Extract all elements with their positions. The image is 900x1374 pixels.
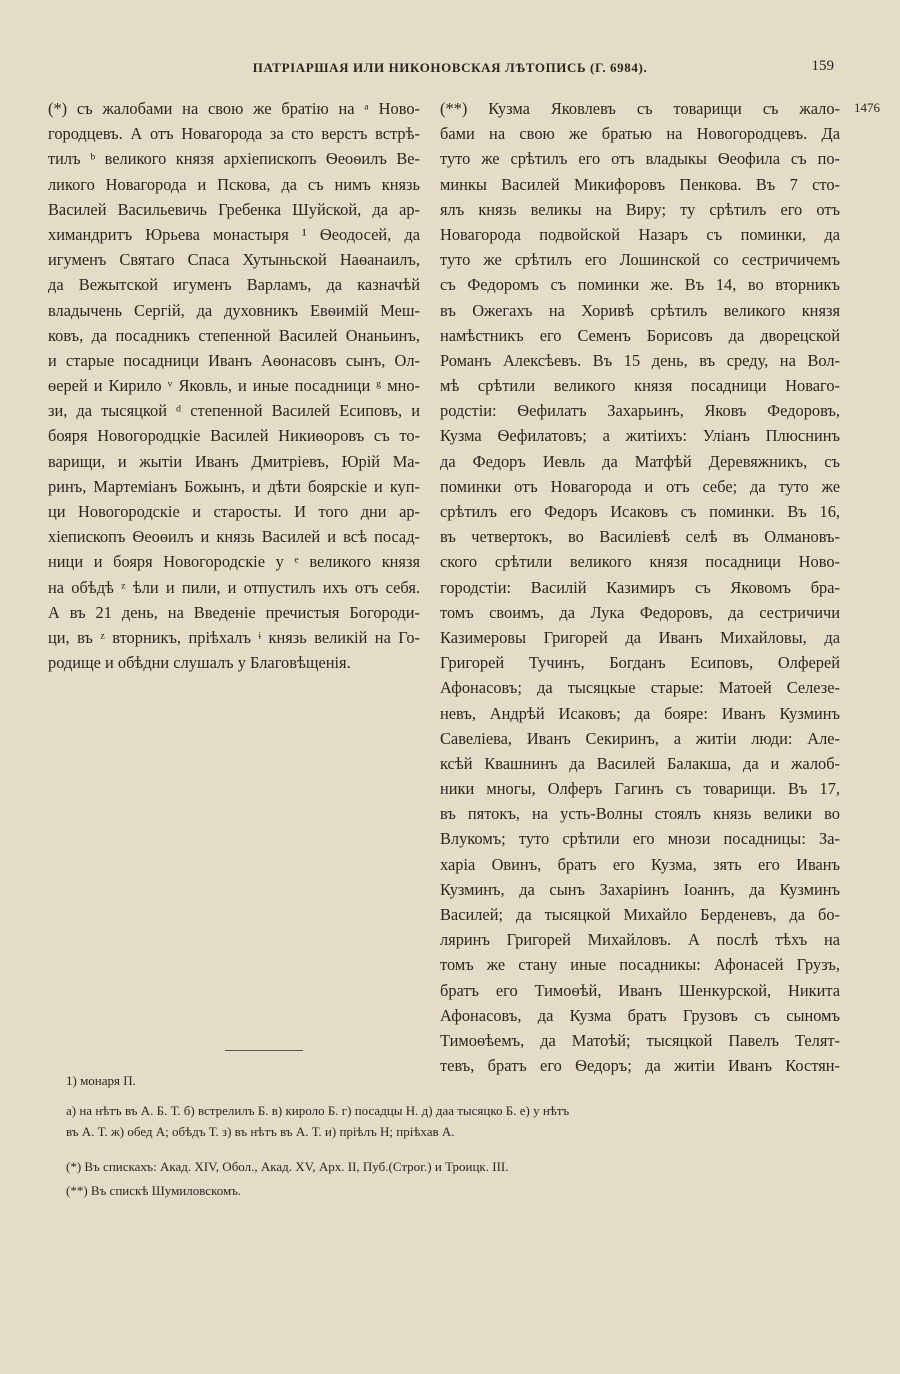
footnote-sources-double-star	[66, 1180, 856, 1201]
text-line: на обѣдѣ ᶻ ѣли и пили, и отпустилъ ихъ отъ себя.	[48, 577, 420, 597]
footnote-line: а) на нѣтъ въ А. Б. Т. б) встрелилъ Б. в) кироло Б. г) посадцы Н. д) даа тысяцко Б. е) у нѣтъ	[66, 1103, 570, 1118]
text-line: Новагорода подвойской Назаръ съ поминки, да	[440, 224, 840, 244]
text-line: да Федоръ Иевль да Матфѣй Деревяжникъ, съ	[440, 451, 840, 471]
text-line: хіепископъ Ѳеоѳилъ и князь Василей и всѣ посад-	[48, 527, 420, 547]
text-line: минкы Василей Микифоровъ Пенкова. Въ 7 сто-	[440, 174, 840, 194]
text-line: ринъ, Мартеміанъ Божынъ, и дѣти боярскіе и куп-	[48, 476, 420, 496]
text-line: въ четвертокъ, во Василіевѣ селѣ въ Олмановъ-	[440, 527, 840, 547]
text-line: варищи, и жытіи Иванъ Дмитріевъ, Юрій Ма-	[48, 451, 420, 471]
text-line: туто же срѣтилъ его отъ владыкы Ѳеофила съ по-	[440, 149, 840, 169]
text-line: бояря Новогородцкіе Василей Никиѳоровъ съ то-	[48, 426, 420, 446]
text-line: родище и обѣдни слушалъ у Благовѣщенія.	[48, 653, 351, 673]
footnote-numeric	[66, 1070, 856, 1091]
text-line: Казимеровы Григорей да Иванъ Михайловы, да	[440, 627, 840, 647]
text-line: Савеліева, Иванъ Секиринъ, а житіи люди: Але-	[440, 728, 840, 748]
text-line: съ Федоромъ съ поминки же. Въ 14, во вторникъ	[440, 275, 840, 295]
text-line: Афонасовъ, да Кузма братъ Грузовъ съ сыномъ	[440, 1005, 840, 1025]
text-line: Влукомъ; туто срѣтили его мнози посадницы: За-	[440, 829, 840, 849]
text-line: Кузминъ, да сынъ Захаріинъ Іоаннъ, да Кузминъ	[440, 879, 840, 899]
text-line: Афонасовъ; да тысяцкые старые: Матоей Селезе-	[440, 678, 840, 698]
text-line: химандритъ Юрьева монастыря ¹ Ѳеодосей, да	[48, 224, 420, 244]
text-line: родстіи: Ѳефилатъ Захарьинъ, Яковъ Федоровъ,	[440, 401, 840, 421]
margin-year-note: 1476	[854, 100, 880, 115]
footnote-line: 1) монаря П.	[66, 1073, 136, 1088]
text-line: да Вежытской игуменъ Варламъ, да казначѣй	[48, 275, 420, 295]
text-line: ковъ, да посадникъ степенной Василей Онаньинъ,	[48, 325, 420, 345]
text-line: ликого Новагорода и Пскова, да съ нимъ князь	[48, 174, 420, 194]
footnote-line: въ А. Т. ж) обед А; обѣдъ Т. з) въ нѣтъ въ А. Т. и) пріѣлъ Н; пріѣхав А.	[66, 1124, 455, 1139]
text-line: Василей Васильевичь Гребенка Шуйской, да ар-	[48, 199, 420, 219]
text-line: Романъ Алексѣевъ. Въ 15 день, въ среду, на Вол-	[440, 350, 840, 370]
text-line: городстіи: Василій Казимиръ съ Яковомъ бра-	[440, 577, 840, 597]
text-line: Григорей Тучинъ, Богданъ Есиповъ, Олферей	[440, 653, 840, 673]
text-line: тилъ ᵇ великого князя архіепископъ Ѳеоѳилъ Ве-	[48, 149, 420, 169]
text-line: городцевъ. А отъ Новагорода за сто верстъ встрѣ-	[48, 124, 420, 144]
text-line: мѣ срѣтили великого князя посадници Новаго-	[440, 376, 840, 396]
text-line: въ Ожегахъ на Хоривѣ срѣтилъ великого князя	[440, 300, 840, 320]
text-line: туто же срѣтилъ его Лошинской со сестричичемъ	[440, 250, 840, 270]
text-line: ци, въ ᶻ вторникъ, пріѣхалъ ᶤ князь великій на Го-	[48, 627, 420, 647]
text-line: (**) Кузма Яковлевъ съ товарищи съ жало-	[440, 99, 840, 118]
text-line: и старые посадници Иванъ Аѳонасовъ сынъ, Ол-	[48, 350, 420, 370]
text-line: ского срѣтили великого князя посадници Ново-	[440, 552, 840, 572]
page-number: 159	[811, 58, 834, 74]
text-line: намѣстникъ его Семенъ Борисовъ да дворецской	[440, 325, 840, 345]
text-line: ци Новогородскіе и старосты. И того дни ар-	[48, 502, 420, 521]
text-line: ѳерей и Кирило ᵛ Яковль, и иные посадници ᵍ мно-	[48, 376, 420, 396]
text-line: Василей; да тысяцкой Михайло Берденевъ, да бо-	[440, 905, 840, 924]
text-line: томъ же стану иные посадникы: Афонасей Грузъ,	[440, 955, 840, 975]
text-line: зи, да тысяцкой ᵈ степенной Василей Есиповъ, и	[48, 401, 420, 421]
footnote-variants	[66, 1100, 856, 1142]
left-column	[48, 96, 420, 675]
text-line: (*) съ жалобами на свою же братію на ᵃ Ново-	[48, 99, 420, 118]
text-line: ксѣй Квашнинъ да Василей Балакша, да и жалоб-	[440, 753, 840, 773]
text-line: игуменъ Святаго Спаса Хутыньской Наѳанаилъ,	[48, 250, 420, 270]
running-title: ПАТРІАРШАЯ ИЛИ НИКОНОВСКАЯ ЛѢТОПИСЬ (Г. 6984).	[252, 60, 648, 75]
footnote-sources-star	[66, 1156, 856, 1177]
text-line: Тимоѳѣемъ, да Матоѣй; тысяцкой Павелъ Телят-	[440, 1030, 840, 1050]
text-line: ялъ князь великы на Виру; ту срѣтилъ его отъ	[440, 199, 840, 219]
footnote-line: (*) Въ спискахъ: Акад. XIV, Обол., Акад. XV, Арх. II, Пуб.(Строг.) и Троицк. III.	[66, 1159, 509, 1174]
text-line: срѣтилъ его Федоръ Исаковъ съ поминки. Въ 16,	[440, 502, 840, 521]
footnote-divider	[225, 1050, 303, 1051]
text-line: томъ своимъ, да Лука Федоровъ, да сестричичи	[440, 602, 840, 622]
text-line: ници и бояря Новогородскіе у ᵉ великого князя	[48, 552, 420, 572]
text-line: харіа Овинъ, братъ его Кузма, зять его Иванъ	[440, 854, 840, 874]
text-line: тевъ, братъ его Ѳедоръ; да житіи Иванъ Костян-	[440, 1056, 840, 1076]
text-line: Кузма Ѳефилатовъ; а житіихъ: Уліанъ Плюснинъ	[440, 426, 840, 446]
text-line: А въ 21 день, на Введеніе пречистыя Богороди-	[48, 602, 420, 622]
text-line: поминки отъ Новагорода и отъ себе; да туто же	[440, 476, 840, 496]
text-line: бами на свою же братью на Новогородцевъ. Да	[440, 124, 840, 144]
text-line: владычень Сергій, да духовникъ Евѳимій Меш-	[48, 300, 420, 320]
text-line: братъ его Тимоѳѣй, Иванъ Шенкурской, Никита	[440, 980, 840, 1000]
right-column	[440, 96, 840, 1078]
footnote-line: (**) Въ спискѣ Шумиловскомъ.	[66, 1183, 242, 1198]
text-line: невъ, Андрѣй Исаковъ; да бояре: Иванъ Кузминъ	[440, 703, 840, 723]
text-line: ники многы, Олферъ Гагинъ съ товарищи. Въ 17,	[440, 779, 840, 799]
text-line: въ пятокъ, на усть-Волны стоялъ князь велики во	[440, 804, 840, 824]
text-line: ляринъ Григорей Михайловъ. А послѣ тѣхъ на	[440, 930, 840, 950]
